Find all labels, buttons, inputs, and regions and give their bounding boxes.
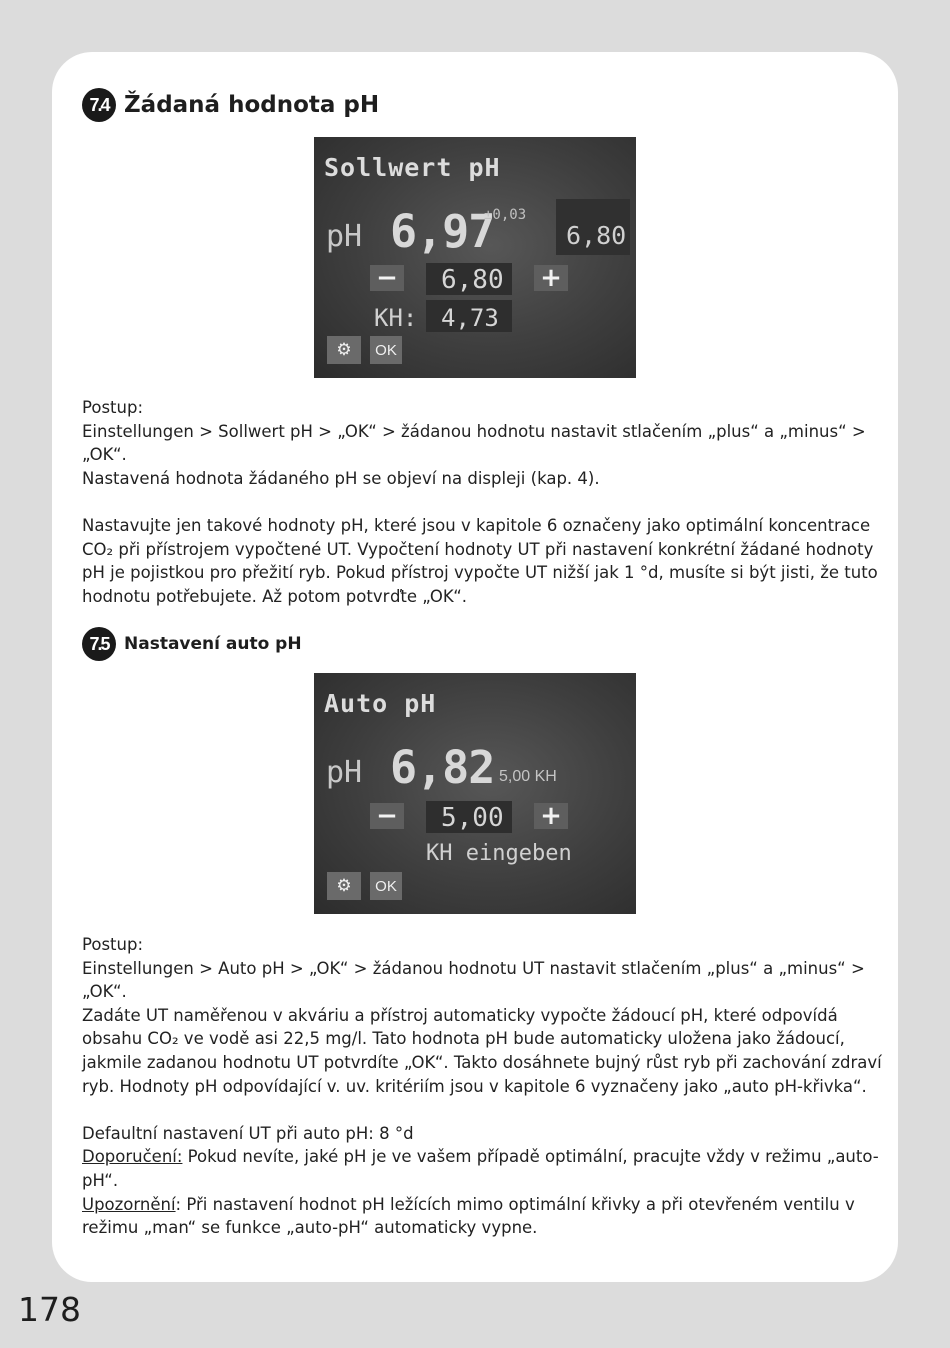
section-7-5-text (82, 933, 882, 1240)
ph-label: pH (326, 755, 363, 790)
kh-small-value: 5,00 KH (499, 768, 557, 785)
section-number-badge: 7.4 (82, 88, 116, 122)
section-heading-7-4 (82, 88, 379, 122)
page-number: 178 (18, 1290, 81, 1329)
procedure-label: Postup: (82, 935, 144, 954)
caution-paragraph (82, 1193, 882, 1240)
ph-value: 6,82 (390, 741, 495, 794)
ph-label: pH (326, 219, 363, 254)
plus-button: + (534, 803, 568, 829)
kh-label: KH: (374, 304, 418, 332)
tolerance-value: ±0,03 (484, 207, 527, 223)
recommendation-label: Doporučení: (82, 1147, 183, 1167)
procedure-line: Einstellungen > Auto pH > „OK“ > žádanou hodnotu UT nastavit stlačením „plus“ a „minus“ > „OK“. (82, 958, 865, 1002)
display-screenshot-auto-ph (314, 673, 636, 914)
screen-title: Auto pH (324, 689, 437, 718)
section-heading-7-5 (82, 627, 302, 661)
section-title: Žádaná hodnota pH (124, 92, 380, 118)
section-7-4-text (82, 396, 882, 608)
section-title: Nastavení auto pH (124, 634, 302, 654)
value-display: 5,00 (441, 803, 504, 833)
ph-value: 6,97 (390, 205, 495, 258)
minus-button: − (370, 803, 404, 829)
screen-title: Sollwert pH (324, 153, 501, 182)
procedure-line: Einstellungen > Sollwert pH > „OK“ > žádanou hodnotu nastavit stlačením „plus“ a „minus“ > „OK“. (82, 421, 866, 465)
kh-value: 4,73 (441, 304, 499, 332)
ok-button: OK (370, 872, 402, 900)
display-screenshot-sollwert (314, 137, 636, 378)
description-paragraph: Zadáte UT naměřenou v akváriu a přístroj automaticky vypočte žádoucí pH, které odpovídá obsahu CO₂ ve vodě asi 22,5 mg/l. Tato hodnota pH bude automaticky uložena jako žádoucí, jakmile zadanou hodnotu UT potvrdíte „OK“. Takto dosáhnete bujný růst ryb při zachování zdraví ryb. Hodnoty pH odpovídající v. uv. kritériím jsou v kapitole 6 vyznačeny jako „auto pH-křivka“. (82, 1005, 882, 1096)
recommendation-text: Pokud nevíte, jaké pH je ve vašem případě optimální, pracujte vždy v režimu „auto-pH“. (82, 1147, 879, 1190)
minus-button: − (370, 265, 404, 291)
section-number-badge: 7.5 (82, 627, 116, 661)
value-display: 6,80 (441, 265, 504, 295)
kh-enter-label: KH eingeben (426, 841, 572, 866)
warning-paragraph: Nastavujte jen takové hodnoty pH, které jsou v kapitole 6 označeny jako optimální koncentrace CO₂ při přístrojem vypočtené UT. Vypočtení hodnoty UT při nastavení konkrétní žádané hodnoty pH je pojistkou pro přežití ryb. Pokud přístroj vypočte UT nižší jak 1 °d, musíte si být jisti, že tuto hodnotu potřebujete. Až potom potvrďte „OK“. (82, 515, 878, 606)
gear-icon: ⚙ (327, 872, 361, 900)
plus-button: + (534, 265, 568, 291)
caution-text: : Při nastavení hodnot pH ležících mimo optimální křivky a při otevřeném ventilu v režimu „man“ se funkce „auto-pH“ automaticky vypne. (82, 1194, 855, 1238)
procedure-label: Postup: (82, 398, 144, 417)
gear-icon: ⚙ (327, 336, 361, 364)
caution-label: Upozornění (82, 1194, 176, 1214)
display-note: Nastavená hodnota žádaného pH se objeví na displeji (kap. 4). (82, 468, 600, 488)
default-setting-line: Defaultní nastavení UT při auto pH: 8 °d (82, 1123, 414, 1143)
ok-button: OK (370, 336, 402, 364)
setpoint-value: 6,80 (566, 221, 627, 250)
recommendation-paragraph (82, 1145, 882, 1192)
